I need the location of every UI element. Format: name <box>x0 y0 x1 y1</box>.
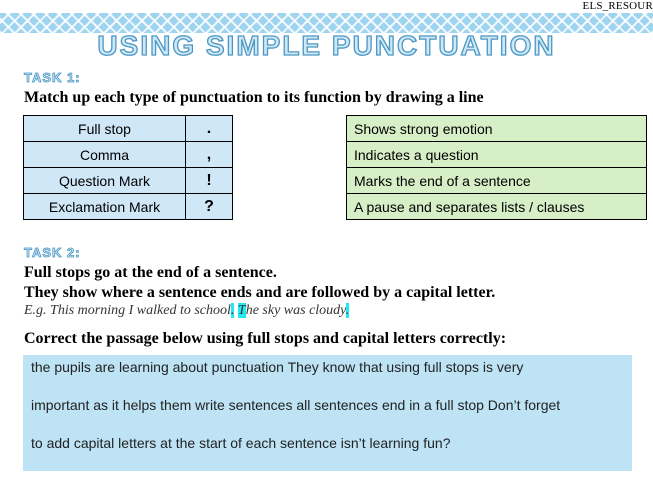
task1-instruction: Match up each type of punctuation to its function by drawing a line <box>24 89 484 106</box>
function-cell: Shows strong emotion <box>347 116 647 142</box>
task2-line1: Full stops go at the end of a sentence. <box>24 264 277 281</box>
table-row <box>24 168 233 194</box>
example-sentence <box>24 303 349 319</box>
punctuation-type: Comma <box>24 142 186 168</box>
highlight-full-stop: . <box>345 303 350 318</box>
highlight-capital: T <box>237 303 246 318</box>
punctuation-type: Exclamation Mark <box>24 194 186 220</box>
table-row <box>24 116 233 142</box>
task2-line2: They show where a sentence ends and are followed by a capital letter. <box>24 284 496 301</box>
header-tag: ELS_RESOUR <box>582 0 653 12</box>
table-row <box>347 194 647 220</box>
passage-line: the pupils are learning about punctuation They know that using full stops is very <box>31 359 524 375</box>
table-row <box>347 116 647 142</box>
punctuation-type: Full stop <box>24 116 186 142</box>
function-cell: A pause and separates lists / clauses <box>347 194 647 220</box>
passage-line: important as it helps them write sentences all sentences end in a full stop Don’t forget <box>31 397 561 413</box>
function-cell: Marks the end of a sentence <box>347 168 647 194</box>
task1-label: TASK 1: <box>24 70 81 85</box>
punctuation-type: Question Mark <box>24 168 186 194</box>
punctuation-symbol: . <box>186 116 233 142</box>
task2-instruction: Correct the passage below using full stops and capital letters correctly: <box>24 330 507 347</box>
table-row <box>24 142 233 168</box>
table-row <box>24 194 233 220</box>
example-text: E.g. This morning I walked to school <box>24 303 231 318</box>
highlight-full-stop: . <box>230 303 235 318</box>
passage-box <box>23 355 632 471</box>
function-cell: Indicates a question <box>347 142 647 168</box>
punctuation-symbol: ? <box>186 194 233 220</box>
punctuation-symbol: ! <box>186 168 233 194</box>
example-text: he sky was cloudy <box>245 303 346 318</box>
function-table <box>346 115 647 220</box>
punctuation-table <box>23 115 233 220</box>
table-row <box>347 168 647 194</box>
task2-label: TASK 2: <box>24 245 81 260</box>
punctuation-symbol: , <box>186 142 233 168</box>
page-title: USING SIMPLE PUNCTUATION <box>97 30 556 61</box>
table-row <box>347 142 647 168</box>
passage-line: to add capital letters at the start of each sentence isn’t learning fun? <box>31 435 451 451</box>
